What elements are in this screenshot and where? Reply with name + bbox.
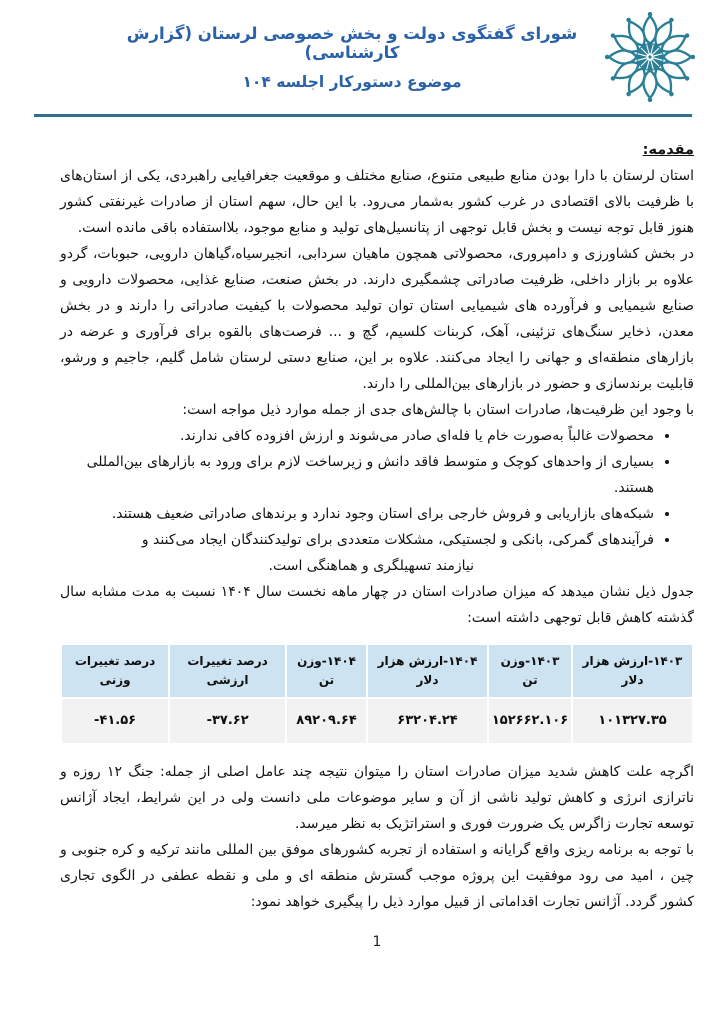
list-item (60, 449, 654, 501)
challenges-intro: با وجود این ظرفیت‌ها، صادرات استان با چالش‌های جدی از جمله موارد ذیل مواجه است: (182, 402, 694, 418)
table-row (62, 699, 692, 743)
logo-container (602, 12, 698, 102)
challenge-text-continued: نیازمند تسهیلگری و هماهنگی است. (268, 558, 474, 574)
closing-paragraph-1: اگرچه علت کاهش شدید میزان صادرات استان را میتوان نتیجه چند عامل اصلی از جمله: جنگ ۱۲ روزه و ناترازی انرژی و کاهش تولید ناشی از آن و سایر موضوعات ملی دانست ولی در این شرایط، ایجاد آژانس توسعه تجارت زاگرس یک ضرورت فوری و استراتژیک به نظر میرسد. (60, 764, 694, 832)
list-item (60, 527, 654, 579)
intro-paragraph-1: استان لرستان با دارا بودن منابع طبیعی متنوع، صنایع مختلف و موقعیت جغرافیایی راهبردی، یکی از استان‌های با ظرفیت بالای اقتصادی در غرب کشور به‌شمار می‌رود. با این حال، سهم استان از صادرات غیرنفتی کشور هنوز قابل توجه نیست و بخش قابل توجهی از پتانسیل‌های تولید و منابع موجود، بلااستفاده باقی مانده است. (60, 168, 694, 236)
intro-paragraph-2: در بخش کشاورزی و دامپروری، محصولاتی همچون ماهیان سردابی، انجیرسیاه،گیاهان دارویی، حبوبات، گردو علاوه بر بازار داخلی، ظرفیت صادراتی چشمگیری دارند. در بخش صنعت، صنایع غذایی، محصولات دارویی و صنایع شیمیایی و فرآورده های شیمیایی استان توان تولید محصولات با کیفیت صادراتی را دارند و در بخش معدن، ذخایر سنگ‌های تزئینی، آهک، کربنات کلسیم، گچ و ... فرصت‌های بالقوه برای فرآوری و عرضه در بازارهای منطقه‌ای و جهانی را ایجاد می‌کنند. علاوه بر این، صنایع دستی لرستان شامل گلیم، جاجیم و ورشو، قابلیت برندسازی و حضور در بازارهای بین‌المللی را دارند. (60, 246, 694, 392)
table-header-cell: ۱۴۰۳-وزن تن (489, 645, 571, 697)
document-title-block (62, 24, 602, 91)
table-value-cell: ۱۰۱۳۲۷.۳۵ (573, 699, 692, 743)
table-header-cell: ۱۴۰۳-ارزش هزار دلار (573, 645, 692, 697)
page-number: 1 (372, 934, 382, 950)
list-item (60, 501, 654, 527)
challenges-list (60, 423, 694, 579)
page-header (0, 0, 724, 102)
table-value-cell: ۶۳۲۰۴.۲۴ (368, 699, 487, 743)
table-value-cell: ۸۹۲۰۹.۶۴ (287, 699, 366, 743)
table-header-cell: درصد تغییرات وزنی (62, 645, 168, 697)
table-value-cell: -۴۱.۵۶ (62, 699, 168, 743)
intro-heading: مقدمه: (642, 142, 694, 158)
table-header-cell: ۱۴۰۴-ارزش هزار دلار (368, 645, 487, 697)
challenge-text: فرآیندهای گمرکی، بانکی و لجستیکی، مشکلات متعددی برای تولیدکنندگان ایجاد می‌کنند و (141, 532, 654, 548)
table-header-cell: درصد تغییرات ارزشی (170, 645, 285, 697)
list-item (60, 423, 654, 449)
table-value-cell: -۳۷.۶۲ (170, 699, 285, 743)
table-intro: جدول ذیل نشان میدهد که میزان صادرات استان در چهار ماهه نخست سال ۱۴۰۴ نسبت به مدت مشابه سال گذشته کاهش قابل توجهی داشته است: (60, 584, 694, 626)
chamber-flower-logo-icon (605, 12, 695, 102)
closing-paragraph-2: با توجه به برنامه ریزی واقع گرایانه و استفاده از تجربه کشورهای موفق بین المللی مانند ترکیه و کره جنوبی و چین ، امید می رود موفقیت این پروژه موجب گسترش منطقه ای و ملی و نقطه عطفی در الگوی تجاری کشور گردد. آژانس تجارت اقداماتی از قبیل موارد ذیل را پیگیری خواهد نمود: (60, 842, 694, 910)
table-header-row (62, 645, 692, 697)
document-title-line2: موضوع دستورکار اجلسه ۱۰۴ (242, 72, 462, 91)
document-title-line1: شورای گفتگوی دولت و بخش خصوصی لرستان (گزارش کارشناسی) (126, 23, 578, 62)
exports-table (60, 643, 694, 745)
challenge-text: شبکه‌های بازاریابی و فروش خارجی برای استان وجود ندارد و برندهای صادراتی ضعیف هستند. (111, 506, 654, 522)
challenge-text: بسیاری از واحدهای کوچک و متوسط فاقد دانش و زیرساخت لازم برای ورود به بازارهای بین‌المللی (86, 454, 654, 470)
challenge-text-continued: هستند. (613, 480, 654, 496)
challenge-text: محصولات غالباً به‌صورت خام یا فله‌ای صادر می‌شوند و ارزش افزوده کافی ندارند. (179, 428, 654, 444)
table-header-cell: ۱۴۰۴-وزن تن (287, 645, 366, 697)
document-body (0, 117, 724, 955)
table-value-cell: ۱۵۲۶۶۲.۱۰۶ (489, 699, 571, 743)
